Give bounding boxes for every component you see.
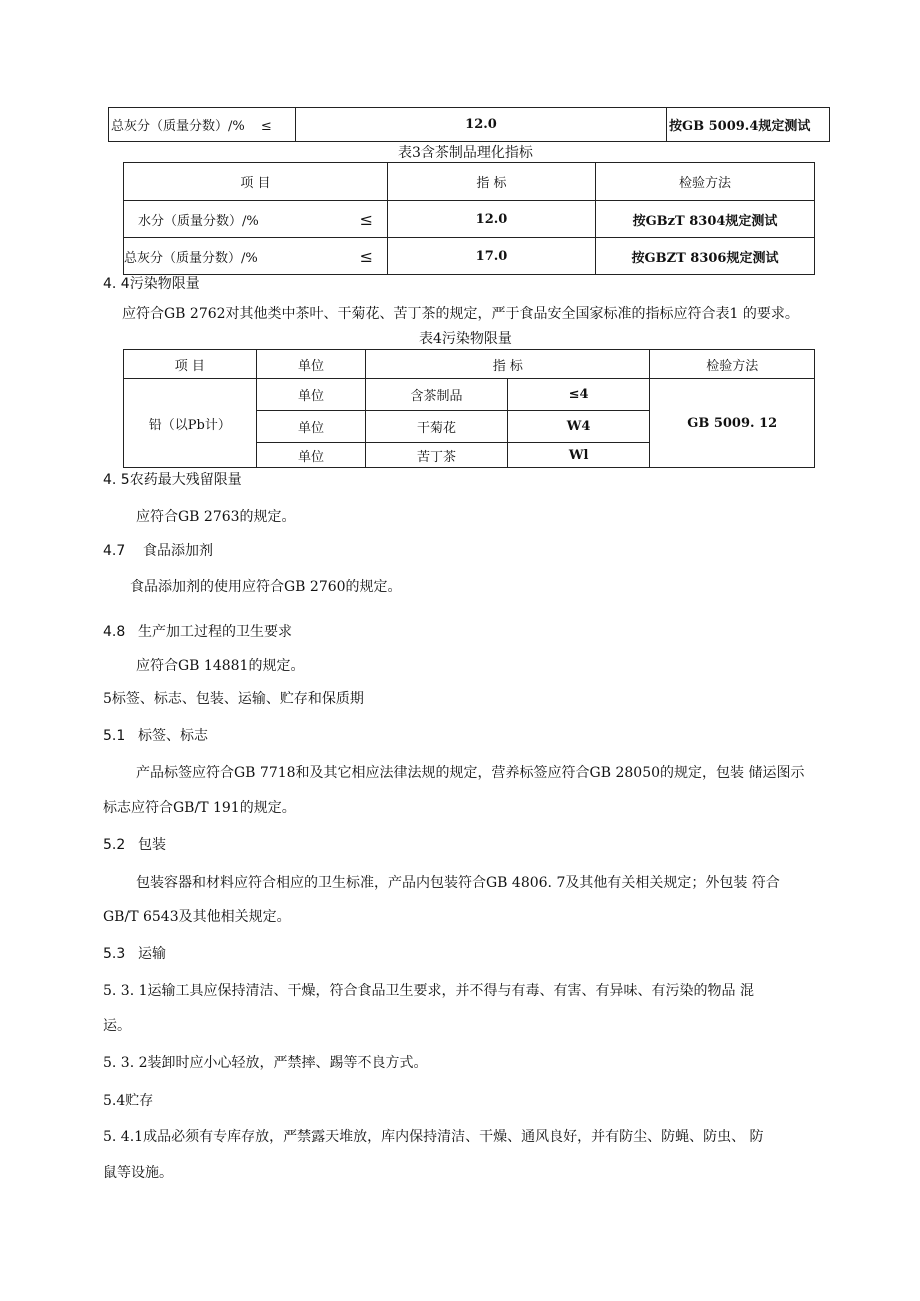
table3: [123, 162, 815, 275]
top-symbol: ≤: [260, 119, 272, 134]
sec52-line2: GB/T 6543及其他相关规定。: [103, 909, 291, 925]
top-item-cell: [109, 108, 296, 142]
table3-header-index: 指 标: [388, 163, 596, 201]
table3-row1-method: 按GBzT 8304规定测试: [596, 201, 815, 238]
table3-row1-item: [124, 201, 388, 238]
sec53-title: 运输: [138, 946, 166, 962]
table-row: [124, 379, 815, 411]
sec51-num: 5.1: [103, 728, 126, 744]
sec54-p1-line2: 鼠等设施。: [103, 1165, 173, 1181]
table3-row2-symbol: ≤: [359, 247, 373, 266]
table-row: [124, 201, 815, 238]
table4-row1-value: ≤4: [507, 379, 650, 411]
table4-row2-value: W4: [507, 411, 650, 443]
sec47-num: 4.7: [103, 543, 126, 559]
sec5-heading: 5标签、标志、包装、运输、贮存和保质期: [103, 691, 364, 707]
table3-row2-item-text: 总灰分（质量分数）/%: [124, 250, 258, 266]
sec45-para: 应符合GB 2763的规定。: [136, 509, 296, 525]
top-value: 12.0: [296, 108, 667, 142]
top-table: [108, 107, 830, 142]
table3-row2-method: 按GBZT 8306规定测试: [596, 238, 815, 275]
table4-row1-product: 含茶制品: [366, 379, 508, 411]
table4-header-index: 指 标: [366, 350, 650, 379]
table4-header-method: 检验方法: [650, 350, 815, 379]
table4-caption: 表4污染物限量: [419, 331, 512, 347]
sec45-heading: 4. 5农药最大残留限量: [103, 472, 242, 488]
top-method: 按GB 5009.4规定测试: [667, 108, 830, 142]
table4-row3-unit: 单位: [256, 443, 366, 468]
table-row: [124, 238, 815, 275]
sec47-para: 食品添加剂的使用应符合GB 2760的规定。: [130, 579, 402, 595]
sec51-line2: 标志应符合GB/T 191的规定。: [103, 800, 296, 816]
sec53-num: 5.3: [103, 946, 126, 962]
sec48-num: 4.8: [103, 624, 126, 640]
sec54-p1-line1: 5. 4.1成品必须有专库存放，严禁露天堆放，库内保持清洁、干燥、通风良好，并有防尘、防蝇、防虫、 防: [103, 1129, 764, 1145]
sec53-p1-line2: 运。: [103, 1018, 131, 1034]
sec51-title: 标签、标志: [138, 728, 208, 744]
sec52-title: 包装: [138, 837, 166, 853]
table3-row1-item-text: 水分（质量分数）/%: [138, 213, 259, 229]
table4-header-unit: 单位: [256, 350, 366, 379]
table3-header-method: 检验方法: [596, 163, 815, 201]
table4-row3-value: Wl: [507, 443, 650, 468]
table3-row1-value: 12.0: [388, 201, 596, 238]
table3-row2-value: 17.0: [388, 238, 596, 275]
table4: [123, 349, 815, 468]
table4-row2-unit: 单位: [256, 411, 366, 443]
top-item: 总灰分（质量分数）/%: [111, 119, 245, 134]
sec54-heading: 5.4贮存: [103, 1093, 154, 1109]
sec48-title: 生产加工过程的卫生要求: [138, 624, 292, 640]
sec53-p2: 5. 3. 2装卸时应小心轻放，严禁摔、踢等不良方式。: [103, 1055, 428, 1071]
sec51-line1: 产品标签应符合GB 7718和及其它相应法律法规的规定，营养标签应符合GB 28050的规定，包装 储运图示: [136, 765, 805, 781]
table4-row1-unit: 单位: [256, 379, 366, 411]
table3-row2-item: [124, 238, 388, 275]
table4-row2-product: 干菊花: [366, 411, 508, 443]
table4-method: GB 5009. 12: [650, 379, 815, 468]
sec52-num: 5.2: [103, 837, 126, 853]
table3-header-item: 项 目: [124, 163, 388, 201]
sec48-para: 应符合GB 14881的规定。: [136, 658, 305, 674]
sec44-heading: 4. 4污染物限量: [103, 276, 200, 292]
table4-item: 铅（以Pb计）: [124, 379, 257, 468]
table3-row1-symbol: ≤: [359, 210, 373, 229]
sec47-title: 食品添加剂: [143, 543, 213, 559]
sec53-p1-line1: 5. 3. 1运输工具应保持清洁、干燥，符合食品卫生要求，并不得与有毒、有害、有异味、有污染的物品 混: [103, 983, 754, 999]
table4-row3-product: 苦丁茶: [366, 443, 508, 468]
sec44-para: 应符合GB 2762对其他类中茶叶、干菊花、苦丁茶的规定，严于食品安全国家标准的指标应符合表1 的要求。: [122, 306, 799, 322]
sec52-line1: 包装容器和材料应符合相应的卫生标准，产品内包装符合GB 4806. 7及其他有关相关规定；外包装 符合: [136, 875, 780, 891]
table3-caption: 表3含茶制品理化指标: [398, 145, 533, 161]
table4-header-item: 项 目: [124, 350, 257, 379]
